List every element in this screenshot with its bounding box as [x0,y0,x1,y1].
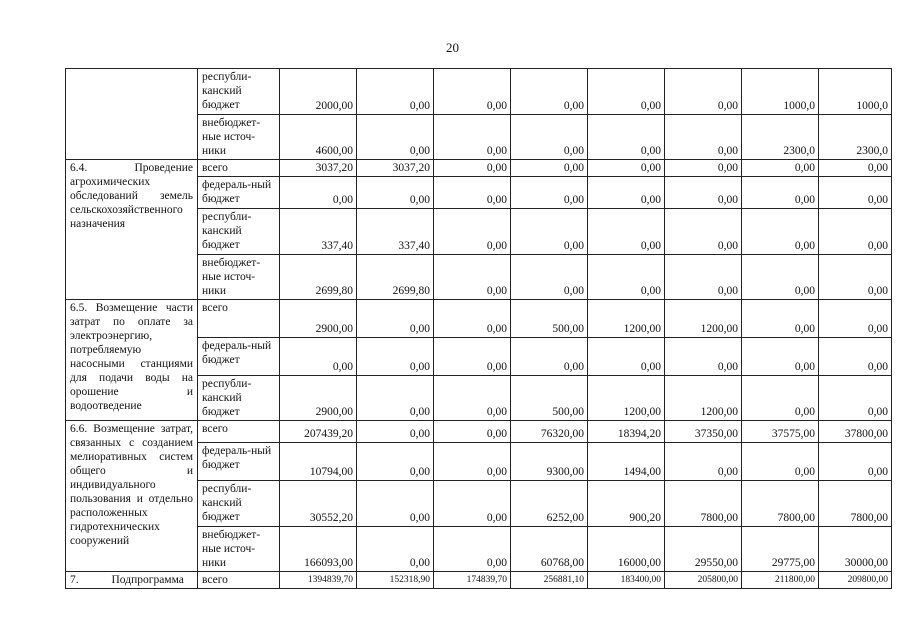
value-cell: 0,00 [434,376,511,421]
item-title: 6.4. Проведение агрохимических обследований земель сельскохозяйственного назначения [66,160,198,300]
value-cell: 0,00 [588,69,665,115]
value-cell: 1200,00 [665,376,742,421]
value-cell: 6252,00 [511,481,588,527]
value-cell: 256881,10 [511,572,588,589]
value-cell: 60768,00 [511,527,588,572]
value-cell: 0,00 [511,115,588,160]
value-cell: 0,00 [434,69,511,115]
value-cell: 0,00 [357,177,434,209]
value-cell: 0,00 [819,443,892,481]
funding-source: федераль-ный бюджет [198,177,280,209]
value-cell: 0,00 [434,300,511,338]
value-cell: 0,00 [434,209,511,255]
funding-source: внебюджет-ные источ-ники [198,527,280,572]
value-cell: 0,00 [819,376,892,421]
value-cell: 0,00 [357,376,434,421]
value-cell: 211800,00 [742,572,819,589]
funding-source: всего [198,421,280,443]
value-cell: 1200,00 [588,300,665,338]
value-cell: 0,00 [357,69,434,115]
value-cell: 0,00 [665,443,742,481]
value-cell: 0,00 [742,376,819,421]
value-cell: 0,00 [357,338,434,376]
value-cell: 9300,00 [511,443,588,481]
table-body [66,69,892,589]
value-cell: 0,00 [819,177,892,209]
item-title: 7. Подпрограмма [66,572,198,589]
value-cell: 500,00 [511,376,588,421]
value-cell: 3037,20 [357,160,434,177]
value-cell: 2699,80 [357,255,434,300]
value-cell: 337,40 [357,209,434,255]
value-cell: 0,00 [665,69,742,115]
value-cell: 29550,00 [665,527,742,572]
value-cell: 37575,00 [742,421,819,443]
value-cell: 0,00 [357,527,434,572]
value-cell: 0,00 [819,209,892,255]
value-cell: 0,00 [434,255,511,300]
value-cell: 2000,00 [280,69,357,115]
value-cell: 7800,00 [742,481,819,527]
value-cell: 0,00 [665,160,742,177]
value-cell: 0,00 [357,481,434,527]
value-cell: 29775,00 [742,527,819,572]
funding-source: республи-канский бюджет [198,481,280,527]
value-cell: 174839,70 [434,572,511,589]
funding-source: внебюджет-ные источ-ники [198,255,280,300]
value-cell: 0,00 [280,177,357,209]
value-cell: 37800,00 [819,421,892,443]
value-cell: 166093,00 [280,527,357,572]
value-cell: 16000,00 [588,527,665,572]
value-cell: 0,00 [742,160,819,177]
value-cell: 0,00 [511,160,588,177]
funding-source: республи-канский бюджет [198,376,280,421]
value-cell: 0,00 [665,177,742,209]
value-cell: 0,00 [434,115,511,160]
value-cell: 0,00 [588,338,665,376]
page-number: 20 [446,40,459,55]
value-cell: 0,00 [665,338,742,376]
funding-source: всего [198,300,280,338]
value-cell: 0,00 [511,338,588,376]
item-title: 6.5. Возмещение части затрат по оплате за электроэнергию, потребляемую насосными станциями для подачи воды на орошение и водоотведение [66,300,198,421]
value-cell: 0,00 [819,338,892,376]
value-cell: 0,00 [511,209,588,255]
value-cell: 1394839,70 [280,572,357,589]
value-cell: 2900,00 [280,376,357,421]
value-cell: 0,00 [357,300,434,338]
value-cell: 0,00 [434,481,511,527]
value-cell: 0,00 [280,338,357,376]
value-cell: 30552,20 [280,481,357,527]
value-cell: 0,00 [742,177,819,209]
value-cell: 1000,0 [742,69,819,115]
value-cell: 0,00 [742,443,819,481]
value-cell: 0,00 [434,527,511,572]
value-cell: 30000,00 [819,527,892,572]
value-cell: 500,00 [511,300,588,338]
value-cell: 0,00 [588,209,665,255]
value-cell: 0,00 [357,115,434,160]
value-cell: 0,00 [665,115,742,160]
value-cell: 2900,00 [280,300,357,338]
value-cell: 0,00 [819,160,892,177]
table-row [66,300,892,338]
value-cell: 0,00 [434,443,511,481]
value-cell: 0,00 [588,255,665,300]
value-cell: 0,00 [434,177,511,209]
value-cell: 152318,90 [357,572,434,589]
value-cell: 0,00 [511,255,588,300]
value-cell: 0,00 [434,160,511,177]
item-title: 6.6. Возмещение затрат, связанных с созданием мелиоративных систем общего и индивидуального пользования и отдельно расположенных гидротехнических сооружений [66,421,198,572]
value-cell: 183400,00 [588,572,665,589]
value-cell: 76320,00 [511,421,588,443]
value-cell: 0,00 [434,338,511,376]
value-cell: 2300,0 [742,115,819,160]
value-cell: 2699,80 [280,255,357,300]
value-cell: 1200,00 [665,300,742,338]
value-cell: 0,00 [511,177,588,209]
value-cell: 2300,0 [819,115,892,160]
item-title [66,69,198,160]
value-cell: 0,00 [434,421,511,443]
value-cell: 209800,00 [819,572,892,589]
funding-source: республи-канский бюджет [198,69,280,115]
value-cell: 1000,0 [819,69,892,115]
value-cell: 18394,20 [588,421,665,443]
table-row [66,160,892,177]
value-cell: 0,00 [819,255,892,300]
value-cell: 207439,20 [280,421,357,443]
value-cell: 205800,00 [665,572,742,589]
table-row [66,69,892,115]
funding-source: федераль-ный бюджет [198,338,280,376]
value-cell: 0,00 [742,209,819,255]
budget-table [65,68,892,589]
value-cell: 0,00 [665,255,742,300]
value-cell: 0,00 [742,338,819,376]
value-cell: 0,00 [588,115,665,160]
value-cell: 4600,00 [280,115,357,160]
funding-source: республи-канский бюджет [198,209,280,255]
value-cell: 0,00 [357,421,434,443]
value-cell: 0,00 [511,69,588,115]
value-cell: 1494,00 [588,443,665,481]
value-cell: 337,40 [280,209,357,255]
table-row [66,421,892,443]
table-row [66,572,892,589]
value-cell: 0,00 [819,300,892,338]
value-cell: 0,00 [588,177,665,209]
funding-source: всего [198,572,280,589]
value-cell: 0,00 [665,209,742,255]
value-cell: 0,00 [357,443,434,481]
value-cell: 1200,00 [588,376,665,421]
value-cell: 10794,00 [280,443,357,481]
value-cell: 7800,00 [819,481,892,527]
value-cell: 7800,00 [665,481,742,527]
funding-source: внебюджет-ные источ-ники [198,115,280,160]
value-cell: 0,00 [588,160,665,177]
value-cell: 3037,20 [280,160,357,177]
funding-source: федераль-ный бюджет [198,443,280,481]
funding-source: всего [198,160,280,177]
value-cell: 0,00 [742,255,819,300]
value-cell: 37350,00 [665,421,742,443]
value-cell: 0,00 [742,300,819,338]
value-cell: 900,20 [588,481,665,527]
